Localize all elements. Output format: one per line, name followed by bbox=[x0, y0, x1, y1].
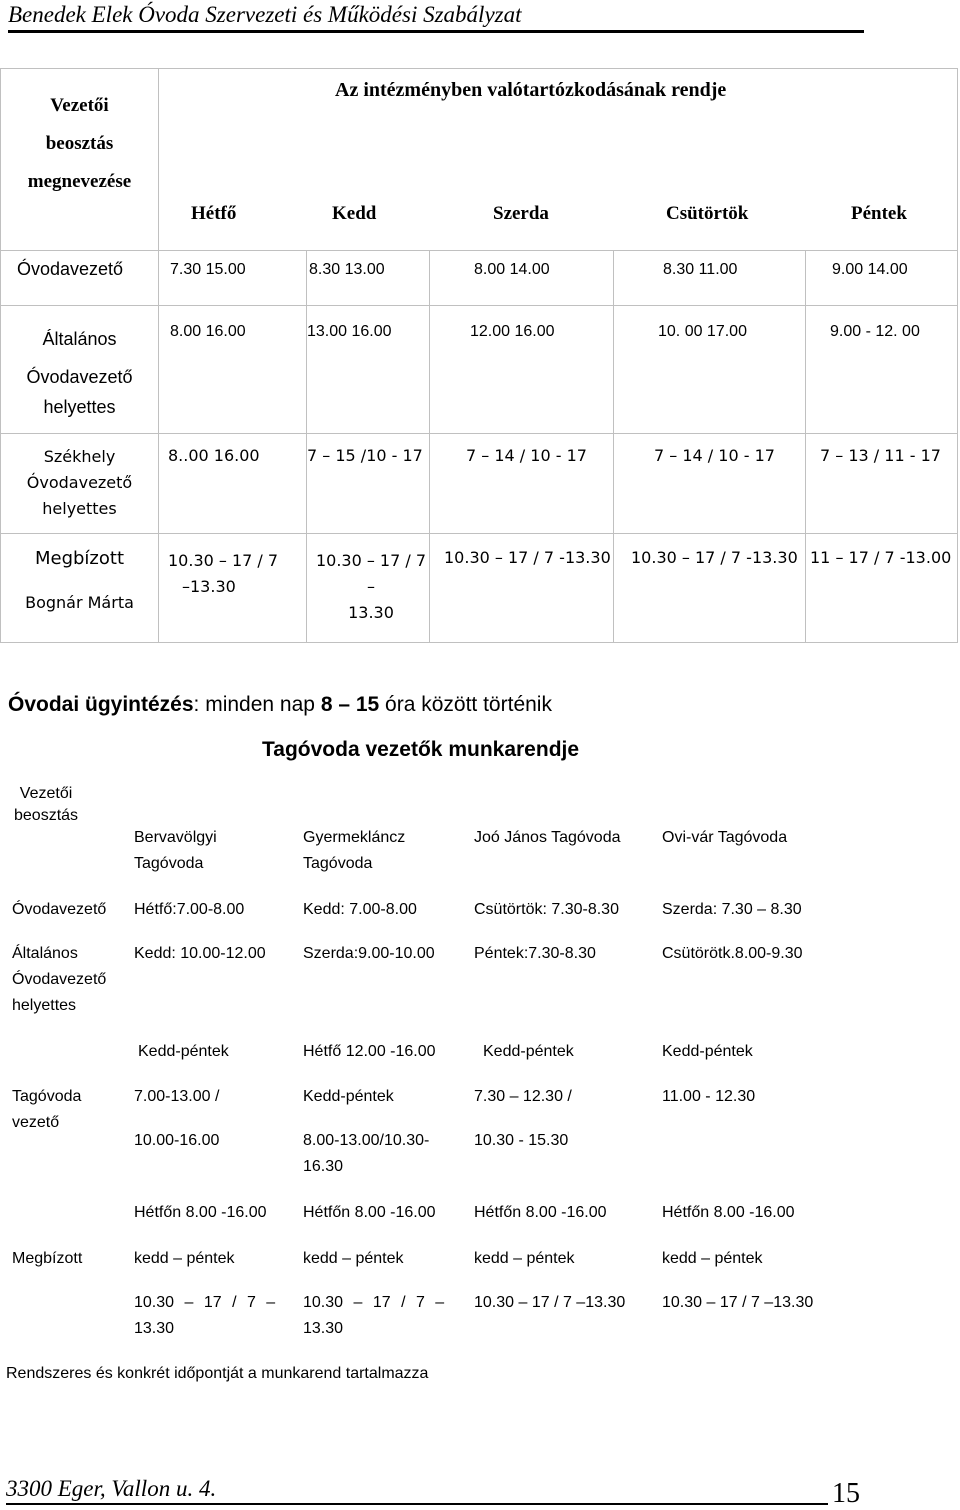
section-title: Tagóvoda vezetők munkarendje bbox=[262, 738, 580, 761]
presence-schedule-table bbox=[0, 68, 958, 643]
row-label-ovodavezeto: Óvodavezető bbox=[1, 251, 159, 306]
document-header-title: Benedek Elek Óvoda Szervezeti és Működési Szabályzat bbox=[8, 2, 522, 27]
row-label-megbizott: Megbízott bbox=[12, 1250, 83, 1267]
day-thursday: Csütörtök bbox=[666, 203, 749, 224]
day-friday: Péntek bbox=[851, 203, 907, 224]
position-header-cell: Vezetői beosztás megnevezése bbox=[1, 69, 159, 251]
row-label-altalanos: Általános Óvodavezető helyettes bbox=[12, 945, 107, 1014]
day-monday: Hétfő bbox=[191, 203, 237, 224]
footer-rule bbox=[6, 1503, 828, 1505]
row-label-tagovoda-vezeto: Tagóvoda vezető bbox=[12, 1088, 82, 1131]
column-header-bervavolgyi: Bervavölgyi Tagóvoda bbox=[134, 829, 217, 872]
page-number: 15 bbox=[832, 1478, 860, 1509]
footer-address: 3300 Eger, Vallon u. 4. bbox=[6, 1476, 217, 1501]
column-header-joo-janos: Joó János Tagóvoda bbox=[474, 829, 621, 846]
row-label-szekhely: Székhely Óvodavezető helyettes bbox=[1, 434, 159, 534]
schedule-title: Az intézményben valótartózkodásának rendje bbox=[335, 79, 727, 101]
table-row: Székhely Óvodavezető helyettes 8..00 16.00 7 – 15 /10 - 17 7 – 14 / 10 - 17 7 – 14 / 10 - 17 7 – 13 / 11 - 17 bbox=[1, 434, 958, 534]
row-label-altalanos: Általános Óvodavezető helyettes bbox=[1, 306, 159, 434]
day-tuesday: Kedd bbox=[332, 203, 377, 224]
table-row: Megbízott Bognár Márta 10.30 – 17 / 7 –13.30 10.30 – 17 / 7 – 13.30 10.30 – 17 / 7 -13.30 10.30 – 17 / 7 -13.30 11 – 17 / 7 -13.00 bbox=[1, 534, 958, 643]
day-wednesday: Szerda bbox=[493, 203, 549, 224]
schedule-note: Rendszeres és konkrét időpontját a munkarend tartalmazza bbox=[6, 1365, 429, 1382]
table-row: Óvodavezető 7.30 15.00 8.30 13.00 8.00 14.00 8.30 11.00 9.00 14.00 bbox=[1, 251, 958, 306]
schedule-header-cell bbox=[159, 69, 958, 251]
table-row: Általános Óvodavezető helyettes 8.00 16.00 13.00 16.00 12.00 16.00 10. 00 17.00 9.00 - 12. 00 bbox=[1, 306, 958, 434]
header-rule bbox=[8, 30, 864, 33]
row-label-ovodavezeto: Óvodavezető bbox=[12, 901, 107, 918]
position-header: Vezetői beosztás bbox=[14, 785, 79, 824]
administration-note: Óvodai ügyintézés: minden nap 8 – 15 óra között történik bbox=[8, 693, 552, 716]
table-header-row bbox=[1, 69, 958, 251]
column-header-gyermeklanc: Gyermekláncz Tagóvoda bbox=[303, 829, 406, 872]
column-header-ovi-var: Ovi-vár Tagóvoda bbox=[662, 829, 788, 846]
row-label-megbizott: Megbízott Bognár Márta bbox=[1, 534, 159, 643]
